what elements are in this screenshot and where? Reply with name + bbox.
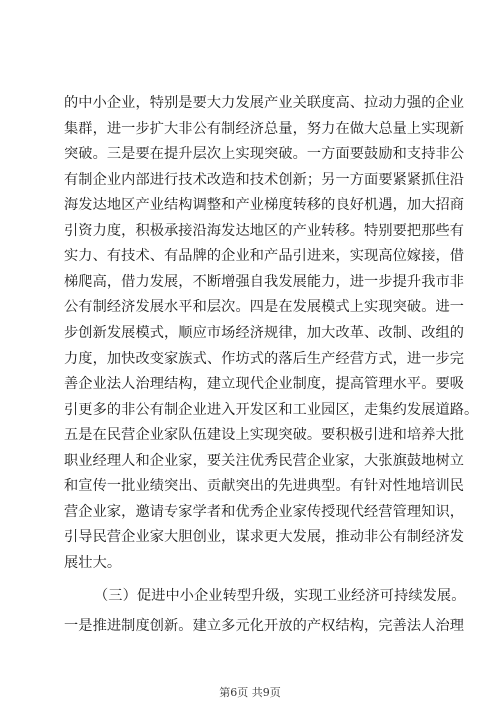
section-heading: （三）促进中小企业转型升级，实现工业经济可持续发展。 [94, 588, 466, 604]
body-text-line: 的中小企业，特别是要大力发展产业关联度高、拉动力强的企业 [64, 95, 465, 111]
body-text-line: 实力、有技术、有品牌的企业和产品引进来，实现高位嫁接，借 [64, 248, 465, 264]
body-text-line: 集群，进一步扩大非公有制经济总量，努力在做大总量上实现新 [64, 121, 465, 137]
body-text-line: 海发达地区产业结构调整和产业梯度转移的良好机遇，加大招商 [64, 197, 465, 213]
body-text-line: 有制企业内部进行技术改造和技术创新；另一方面要紧紧抓住沿 [64, 172, 465, 188]
body-text-line: 职业经理人和企业家，要关注优秀民营企业家，大张旗鼓地树立 [64, 453, 465, 469]
body-text-line: 梯爬高，借力发展，不断增强自我发展能力，进一步提升我市非 [64, 274, 465, 290]
body-text-line: 公有制经济发展水平和层次。四是在发展模式上实现突破。进一 [64, 299, 465, 315]
body-text-line: 步创新发展模式，顺应市场经济规律，加大改革、改制、改组的 [64, 325, 465, 341]
body-text-line: 引导民营企业家大胆创业，谋求更大发展，推动非公有制经济发 [64, 529, 465, 545]
body-text-line: 营企业家，邀请专家学者和优秀企业家传授现代经营管理知识， [64, 504, 465, 520]
body-text-line: 引资力度，积极承接沿海发达地区的产业转移。特别要把那些有 [64, 223, 465, 239]
body-text-line: 力度，加快改变家族式、作坊式的落后生产经营方式，进一步完 [64, 351, 465, 367]
body-text-line: 善企业法人治理结构，建立现代企业制度，提高管理水平。要吸 [64, 376, 465, 392]
body-text-line: 一是推进制度创新。建立多元化开放的产权结构，完善法人治理 [64, 618, 465, 634]
body-text-line: 五是在民营企业家队伍建设上实现突破。要积极引进和培养大批 [64, 427, 465, 443]
page-footer: 第6页 共9页 [219, 686, 281, 699]
body-text-line: 和宣传一批业绩突出、贡献突出的先进典型。有针对性地培训民 [64, 478, 465, 494]
paragraph-end-line: 展壮大。 [64, 555, 122, 571]
body-text-line: 突破。三是要在提升层次上实现突破。一方面要鼓励和支持非公 [64, 146, 465, 162]
body-text-line: 引更多的非公有制企业进入开发区和工业园区，走集约发展道路。 [64, 402, 479, 418]
